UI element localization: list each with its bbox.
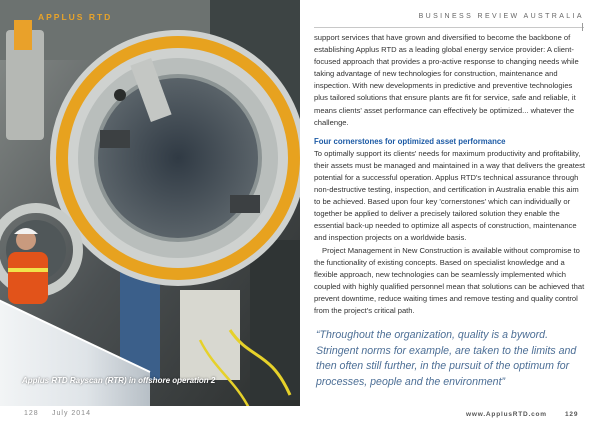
header-divider <box>314 27 584 28</box>
photo-caption: Applus RTD Rayscan (RTR) in offshore operation 2 <box>22 376 216 385</box>
section-paragraph-2: Project Management in New Construction is available without compromise to the functionality of existing concepts. Based on specialist knowledge and a flexible approach, new technologies can be seamlessly implemented which coupled with highly qualified personnel mean that solutions can be achieved that prevent downtime, reduce waiting times and remove testing and quality control from the project's critical path. <box>314 245 585 315</box>
header-divider-tick <box>582 23 583 31</box>
website-link[interactable]: www.ApplusRTD.com <box>466 411 547 418</box>
left-footer <box>0 406 300 424</box>
right-footer <box>300 406 600 424</box>
section-paragraph-1: To optimally support its clients' needs for maximum productivity and profitability, their assets must be managed and maintained in a way that delivers the greatest potential for a successful operation. Applus RTD's technical assurance through non-destructive testing, inspection, and certification in Australia enable this aim to be achieved. Based upon four key 'cornerstones' which can individually or together be applied to deliver a precisely tailored solution they enable the essential back-up needed to optimize all aspects of construction, maintenance and inspection projects on a worldwide basis. <box>314 148 585 243</box>
right-page <box>300 0 600 424</box>
section-heading: Four cornerstones for optimized asset performance <box>314 136 506 146</box>
pull-quote: “Throughout the organization, quality is a byword. Stringent norms for example, are taken to the limits and then often still further, in the pursuit of the optimum for processes, people and the environment” <box>316 329 577 388</box>
right-page-number: 129 <box>565 411 579 418</box>
intro-paragraph: support services that have grown and diversified to become the backbone of establishing Applus RTD as a leading global energy service provider: A client-focused approach that provides a pro-active response to changing needs while taking advantage of new technologies for construction, maintenance and inspection. With new developments in predictive and preventive technologies plus tailored solutions that ensure plants are fit for service, safe and reliable, it means clients' asset performance can effectively be optimized... whatever the challenge. <box>314 33 579 127</box>
brand-logo: APPLUS RTD <box>38 12 113 22</box>
publication-header: BUSINESS REVIEW AUSTRALIA <box>418 13 584 20</box>
left-page-number: 128 <box>24 410 39 417</box>
issue-date: July 2014 <box>52 410 91 417</box>
article-body <box>314 32 586 317</box>
